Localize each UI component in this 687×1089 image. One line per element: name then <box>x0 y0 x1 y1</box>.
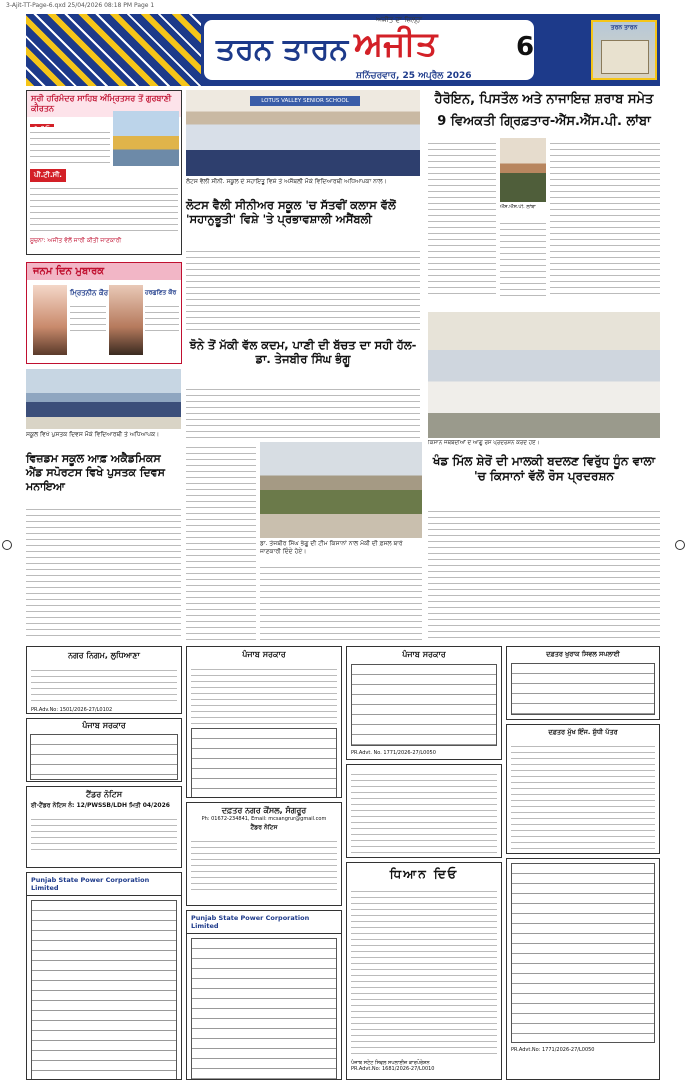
lotus-valley-caption: ਲੋਟਸ ਵੈਲੀ ਸੀਨੀ. ਸਕੂਲ ਦੇ ਸਹਾਇਤੂ ਵਿਸ਼ੇ ਤੇ ਅਸੈਂਬਲੀ ਮੌਕੇ ਵਿਦਿਆਰਥੀ ਅਧਿਆਪਕਾ ਨਾਲ। <box>186 178 387 185</box>
ad-shudhi-patar <box>506 724 660 854</box>
page-slug: 3-Ajit-TT-Page-6.qxd 25/04/2026 08:18 PM Page 1 <box>6 2 155 9</box>
wisdom-text <box>26 504 181 640</box>
sugar-headline: ਖੰਡ ਮਿੱਲ ਸ਼ੇਰੋਂ ਦੀ ਮਾਲਕੀ ਬਦਲਣ ਵਿਰੁੱਧ ਧੂੰਨ ਵਾਲਾ 'ਚ ਕਿਸਾਨਾਂ ਵੱਲੋਂ ਰੋਸ ਪ੍ਰਦਰਸ਼ਨ <box>432 454 656 483</box>
masthead-city: ਤਰਨ ਤਾਰਨ <box>216 32 349 67</box>
ad-pspcl-2-title: Punjab State Power Corporation Limited <box>187 911 341 934</box>
ad-nagar-council-tender: ਟੈਂਡਰ ਨੋਟਿਸ <box>250 824 278 831</box>
farmers-protest-photo <box>428 312 660 438</box>
ad-code-4: PR.Advt.No: 1771/2026-27/L0050 <box>511 1047 595 1053</box>
ad-food-office-title: ਦਫ਼ਤਰ ਖੁਰਾਕ ਸਿਵਲ ਸਪਲਾਈ <box>546 650 620 658</box>
ad-shudhi-patar-title: ਦਫ਼ਤਰ ਮੁੱਖ ਇੰਜ. ਸ਼ੁੱਧੀ ਪੱਤਰ <box>548 728 618 736</box>
birthday-box <box>26 262 182 364</box>
ad-nagar-council <box>186 802 342 906</box>
registration-mark-icon <box>2 540 12 550</box>
ad-punjab-sarkar-3 <box>346 646 502 760</box>
ad-dhyan-dio-title: ਧਿਆਨ ਦਿਓ <box>389 867 459 881</box>
water-text-left <box>186 442 256 640</box>
police-text-3 <box>550 138 660 298</box>
child-photo-2 <box>109 285 143 355</box>
child-name-1: ਮ੍ਰਿਤਨੀਨ ਕੌਰ <box>70 289 109 297</box>
child-photo-1 <box>33 285 67 355</box>
ad-tender-1 <box>26 786 182 868</box>
ad-code-1: PR.Adv.No: 1501/2026-27/L0102 <box>31 707 113 713</box>
ad-shudhi-patar-text <box>511 741 655 849</box>
ad-code-2: PR.Advt. No. 1771/2026-27/L0050 <box>351 750 436 756</box>
ad-dhyan-dio <box>346 862 502 1080</box>
ad-food-office <box>506 646 660 720</box>
lotus-valley-photo <box>186 90 420 176</box>
ad-dhyan-dio-text <box>351 886 497 1056</box>
ad-punjab-sarkar-2-text <box>191 664 337 724</box>
ad-punjab-sarkar-1-title: ਪੰਜਾਬ ਸਰਕਾਰ <box>82 721 126 730</box>
ad-nagar-nigam <box>26 646 182 714</box>
ad-nagar-council-text <box>191 836 337 894</box>
page-number: 6 <box>516 32 535 62</box>
masthead-date: ਸ਼ਨਿੱਚਰਵਾਰ, 25 ਅਪ੍ਰੈਲ 2026 <box>356 71 472 81</box>
masthead-paper: ਅਜੀਤ <box>354 24 438 64</box>
warning-note: ਸੂਚਨਾ: ਅਜੀਤ ਵੱਲੋਂ ਜਾਰੀ ਕੀਤੀ ਜਾਣਕਾਰੀ <box>30 237 122 244</box>
police-text-2 <box>500 218 546 298</box>
ad-punjab-sarkar-1-table <box>30 734 178 780</box>
ad-pspcl-2-table <box>191 938 337 1080</box>
water-text-top <box>186 384 420 440</box>
ad-notice-misc-text <box>351 769 497 853</box>
school-sign: LOTUS VALLEY SENIOR SCHOOL <box>250 96 360 106</box>
ad-punjab-sarkar-3-table <box>351 664 497 746</box>
lotus-valley-text <box>186 246 420 332</box>
wisdom-caption: ਸਕੂਲ ਵਿਖੇ ਪੁਸਤਕ ਦਿਵਸ ਮੌਕੇ ਵਿਦਿਆਰਥੀ ਤੇ ਅਧਿਆਪਕ। <box>26 431 160 438</box>
maize-farm-photo <box>260 442 422 538</box>
masthead-photo <box>591 20 657 80</box>
ad-nagar-council-title: ਦਫ਼ਤਰ ਨਗਰ ਕੌਂਸਲ, ਸੰਗਰੂਰ <box>221 806 307 815</box>
ad-tender-1-number: ਈ-ਟੈਂਡਰ ਨੋਟਿਸ ਨੰ: 12/PWSSB/LDH ਮਿਤੀ 04/2026 <box>31 802 170 809</box>
sugar-text <box>428 506 660 640</box>
water-headline: ਝੋਨੇ ਤੋਂ ਮੱਕੀ ਵੱਲ ਕਦਮ, ਪਾਣੀ ਦੀ ਬੱਚਤ ਦਾ ਸਹੀ ਹੱਲ-ਡਾ. ਤੇਜਬੀਰ ਸਿੰਘ ਭੰਗੂ <box>189 338 417 367</box>
ad-pspcl-2 <box>186 910 342 1080</box>
sugar-caption: ਕਿਸਾਨ ਜਥੇਬੰਦੀਆਂ ਦੇ ਆਗੂ ਰੋਸ ਪ੍ਰਦਰਸ਼ਨ ਕਰਦੇ ਹੋਏ। <box>428 440 540 446</box>
child-details-1 <box>70 301 106 331</box>
ad-code-3: PR.Advt.No: 1681/2026-27/L0010 <box>351 1066 435 1072</box>
kirtan-title: ਸ੍ਰੀ ਹਰਿਮੰਦਰ ਸਾਹਿਬ ਅੰਮ੍ਰਿਤਸਰ ਤੋਂ ਗੁਰਬਾਣੀ ਕੀਰਤਨ <box>27 91 181 117</box>
child-name-2: ਹਰਗੁਣਿਤ ਕੌਰ <box>145 289 177 296</box>
lotus-valley-headline: ਲੋਟਸ ਵੈਲੀ ਸੀਨੀਅਰ ਸਕੂਲ 'ਚ ਸੱਤਵੀਂ ਕਲਾਸ ਵੱਲੋਂ 'ਸਹਾਨੁਭੂਤੀ' ਵਿਸ਼ੇ 'ਤੇ ਪ੍ਰਭਾਵਸ਼ਾਲੀ ਅਸੈਂਬਲੀ <box>186 198 396 227</box>
ad-pspcl-1 <box>26 872 182 1080</box>
ad-punjab-sarkar-3-title: ਪੰਜਾਬ ਸਰਕਾਰ <box>402 650 446 659</box>
masthead-pre: ਅਜੀਤ ਦਾ ਜ਼ਿਲ੍ਹਾ <box>376 16 423 24</box>
child-details-2 <box>145 301 179 331</box>
ad-punjab-sarkar-2 <box>186 646 342 798</box>
kirtan-schedule <box>30 127 110 165</box>
ad-tender-table-grid <box>511 863 655 1043</box>
water-caption: ਡਾ. ਤੇਜਬੀਰ ਸਿੰਘ ਭੰਗੂ ਦੀ ਟੀਮ ਕਿਸਾਨਾਂ ਨਾਲ ਮੱਕੀ ਦੀ ਫ਼ਸਲ ਬਾਰੇ ਜਾਣਕਾਰੀ ਦਿੰਦੇ ਹੋਏ। <box>260 540 403 555</box>
ad-tender-table <box>506 858 660 1080</box>
ad-nagar-council-contact: Ph: 01672-234841, Email: mcsangrur@gmail.com <box>201 816 327 822</box>
ad-notice-misc <box>346 764 502 858</box>
ad-pspcl-1-title: Punjab State Power Corporation Limited <box>27 873 181 896</box>
police-headline-1: ਹੈਰੋਇਨ, ਪਿਸਤੌਲ ਅਤੇ ਨਾਜਾਇਜ਼ ਸ਼ਰਾਬ ਸਮੇਤ <box>434 92 654 107</box>
ad-pspcl-1-table <box>31 900 177 1080</box>
ad-punjab-sarkar-2-table <box>191 728 337 798</box>
building-image <box>601 40 649 74</box>
ad-tender-1-text <box>31 814 177 854</box>
masthead-pattern <box>26 14 201 86</box>
ad-dhyan-dio-footer: ਪੰਜਾਬ ਸਟੇਟ ਸਿਵਲ ਸਪਲਾਈਜ਼ ਕਾਰਪੋਰੇਸ਼ਨ <box>351 1060 430 1066</box>
ad-nagar-nigam-title: ਨਗਰ ਨਿਗਮ, ਲੁਧਿਆਣਾ <box>68 651 140 660</box>
ssp-photo <box>500 138 546 202</box>
kirtan-text <box>30 183 178 233</box>
masthead <box>26 14 660 86</box>
water-text-bottom <box>260 562 422 640</box>
wisdom-school-photo <box>26 369 181 429</box>
ssp-caption: ਐੱਸ.ਐੱਸ.ਪੀ. ਲਾਂਬਾ <box>500 204 536 210</box>
police-text-1 <box>428 138 496 298</box>
ptc-label: ਪੀ.ਟੀ.ਸੀ. <box>30 169 66 182</box>
ad-nagar-nigam-text <box>31 665 177 703</box>
ad-food-office-table <box>511 663 655 715</box>
birthday-title: ਜਨਮ ਦਿਨ ਮੁਬਾਰਕ <box>27 263 181 280</box>
kirtan-box <box>26 90 182 255</box>
registration-mark-icon <box>675 540 685 550</box>
ad-punjab-sarkar-2-title: ਪੰਜਾਬ ਸਰਕਾਰ <box>242 650 286 659</box>
police-headline-2: 9 ਵਿਅਕਤੀ ਗ੍ਰਿਫ਼ਤਾਰ-ਐੱਸ.ਐੱਸ.ਪੀ. ਲਾਂਬਾ <box>437 114 651 129</box>
golden-temple-photo <box>113 111 179 166</box>
ad-punjab-sarkar-1 <box>26 718 182 782</box>
ad-tender-1-title: ਟੈਂਡਰ ਨੋਟਿਸ <box>85 790 123 799</box>
masthead-photo-label: ਤਰਨ ਤਾਰਨ <box>610 24 638 31</box>
wisdom-headline: ਵਿਜ਼ਡਮ ਸਕੂਲ ਆਫ਼ ਅਕੈਡਮਿਕਸ ਐਂਡ ਸਪੋਰਟਸ ਵਿਖੇ ਪੁਸਤਕ ਦਿਵਸ ਮਨਾਇਆ <box>26 452 165 493</box>
